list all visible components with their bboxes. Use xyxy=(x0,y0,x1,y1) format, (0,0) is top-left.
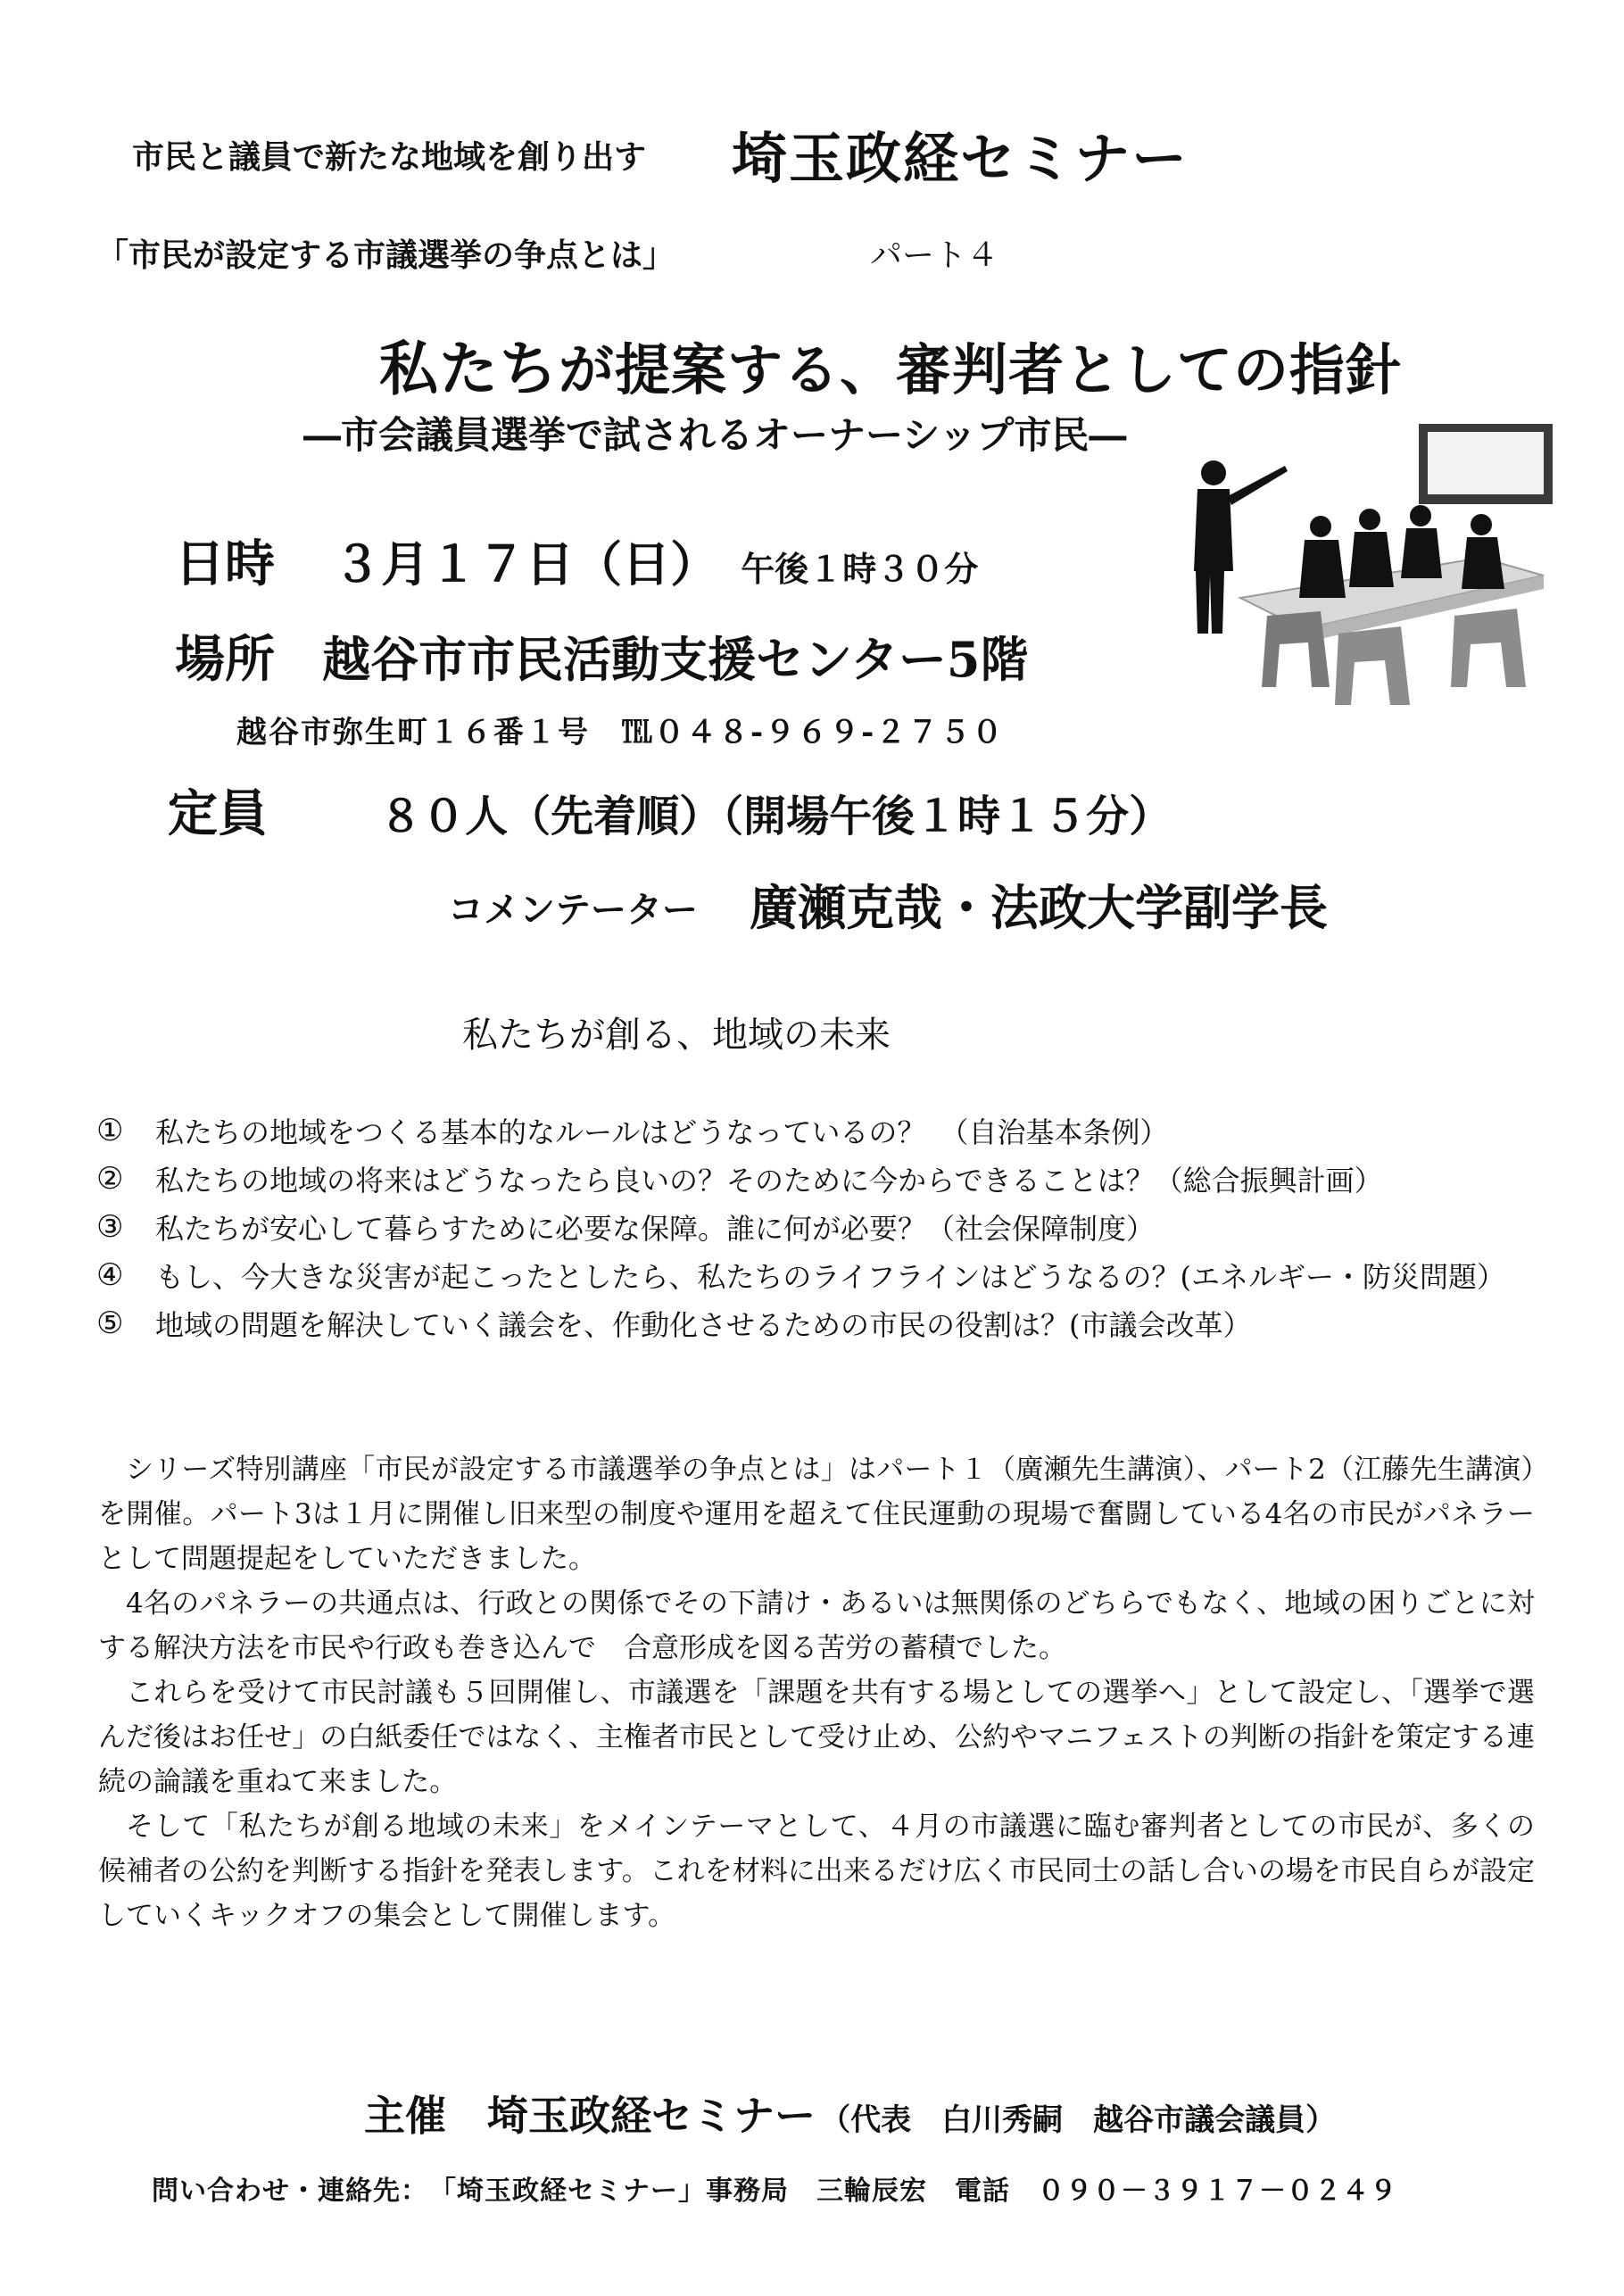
list-item xyxy=(96,1155,1560,1203)
contact-line: 問い合わせ・連絡先： 「埼玉政経セミナー」事務局 三輪辰宏 電話 ０９０－３９１７－０２４９ xyxy=(152,2176,1397,2207)
capacity-row xyxy=(168,775,1172,846)
date-time: 午後１時３０分 xyxy=(741,549,979,589)
agenda-text: もし、今大きな災害が起こったとしたら、私たちのライフラインはどうなるの？(エネルギー・防災問題） xyxy=(155,1260,1505,1294)
organization-title: 埼玉政経セミナー xyxy=(732,126,1189,191)
business-meeting-silhouette-icon xyxy=(1187,419,1562,714)
body-paragraph: そして「私たちが創る地域の未来」をメインテーマとして、４月の市議選に臨む審判者としての市民が、多くの候補者の公約を判断する指針を発表します。これを材料に出来るだけ広く市民同士の話し合いの場を市民自らが設定していくキックオフの集会として開催します。 xyxy=(98,1811,1535,1932)
attendee-head xyxy=(1410,505,1431,526)
agenda-list xyxy=(96,1107,1560,1347)
date-value: ３月１７日（日） xyxy=(333,535,719,593)
list-item xyxy=(96,1299,1560,1347)
agenda-text: 地域の問題を解決していく議会を、作動化させるための市民の役割は？(市議会改革） xyxy=(155,1308,1252,1342)
agenda-number: ④ xyxy=(96,1257,124,1293)
chair xyxy=(1335,626,1410,705)
date-label: 日時 xyxy=(175,535,275,593)
presenter-body xyxy=(1194,489,1233,634)
attendee-body xyxy=(1299,540,1346,598)
commentator-label: コメンテーター xyxy=(448,890,698,931)
main-title-lead: 私たち xyxy=(379,335,559,403)
main-title xyxy=(379,321,1402,406)
agenda-number: ① xyxy=(96,1113,124,1148)
theme-heading: 私たちが創る、地域の未来 xyxy=(462,1015,891,1056)
agenda-text: 私たちが安心して暮らすために必要な保障。誰に何が必要？（社会保障制度） xyxy=(155,1212,1156,1246)
agenda-text: 私たちの地域をつくる基本的なルールはどうなっているの？ （自治基本条例） xyxy=(155,1115,1169,1149)
agenda-number: ③ xyxy=(96,1209,124,1245)
main-title-rest: が提案する、審判者としての指針 xyxy=(559,337,1403,402)
list-item xyxy=(96,1107,1560,1155)
screen-display xyxy=(1428,432,1544,494)
attendee-head xyxy=(1310,516,1331,537)
list-item xyxy=(96,1251,1560,1299)
list-item xyxy=(96,1203,1560,1251)
agenda-number: ② xyxy=(96,1161,124,1197)
subtitle: ―市会議員選挙で試されるオーナーシップ市民― xyxy=(303,413,1127,457)
body-text xyxy=(98,1447,1535,1938)
presenter-arm xyxy=(1228,466,1288,505)
chair xyxy=(1451,609,1526,687)
presenter-head xyxy=(1201,460,1226,485)
tagline: 市民と議員で新たな地域を創り出す xyxy=(132,138,647,176)
place-row xyxy=(175,620,1029,692)
body-paragraph: シリーズ特別講座「市民が設定する市議選挙の争点とは」はパート１（廣瀬先生講演）、パート2（江藤先生講演）を開催。パート3は１月に開催し旧来型の制度や運用を超えて住民運動の現場で奮闘している4名の市民がパネラーとして問題提起をしていただきました。 xyxy=(98,1454,1535,1575)
attendee-body xyxy=(1401,528,1442,578)
chair xyxy=(1262,611,1330,687)
attendee-body xyxy=(1462,537,1504,589)
commentator-name: 廣瀬克哉・法政大学副学長 xyxy=(750,879,1328,936)
body-paragraph: これらを受けて市民討議も５回開催し、市議選を「課題を共有する場としての選挙へ」として設定し、「選挙で選んだ後はお任せ」の白紙委任ではなく、主権者市民として受け止め、公約やマニフェストの判断の指針を策定する連続の論議を重ねて来ました。 xyxy=(98,1677,1535,1798)
agenda-number: ⑤ xyxy=(96,1305,124,1341)
organizer-detail: （代表 白川秀嗣 越谷市議会議員） xyxy=(820,2102,1337,2138)
attendee-head xyxy=(1359,509,1380,530)
body-paragraph: 4名のパネラーの共通点は、行政との関係でその下請け・あるいは無関係のどちらでもなく、地域の困りごとに対する解決方法を市民や行政も巻き込んで 合意形成を図る苦労の蓄積でした。 xyxy=(98,1587,1535,1664)
organizer-label: 主催 埼玉政経セミナー xyxy=(364,2092,816,2140)
series-part: パート４ xyxy=(870,237,999,274)
capacity-value: ８０人（先着順）（開場午後１時１５分） xyxy=(379,792,1172,841)
place-value: 越谷市市民活動支援センター5階 xyxy=(322,631,1029,688)
place-label: 場所 xyxy=(175,630,275,689)
attendee-body xyxy=(1349,532,1394,587)
agenda-text: 私たちの地域の将来はどうなったら良いの？そのために今からできることは？（総合振興計画） xyxy=(155,1164,1383,1198)
organizer-line xyxy=(364,2084,1336,2143)
date-row xyxy=(175,525,978,596)
attendee-head xyxy=(1471,514,1492,535)
series-title: 「市民が設定する市議選挙の争点とは」 xyxy=(96,237,675,274)
address: 越谷市弥生町１６番１号 ℡０４８-９６９-２７５０ xyxy=(236,715,1005,750)
capacity-label: 定員 xyxy=(168,784,268,843)
